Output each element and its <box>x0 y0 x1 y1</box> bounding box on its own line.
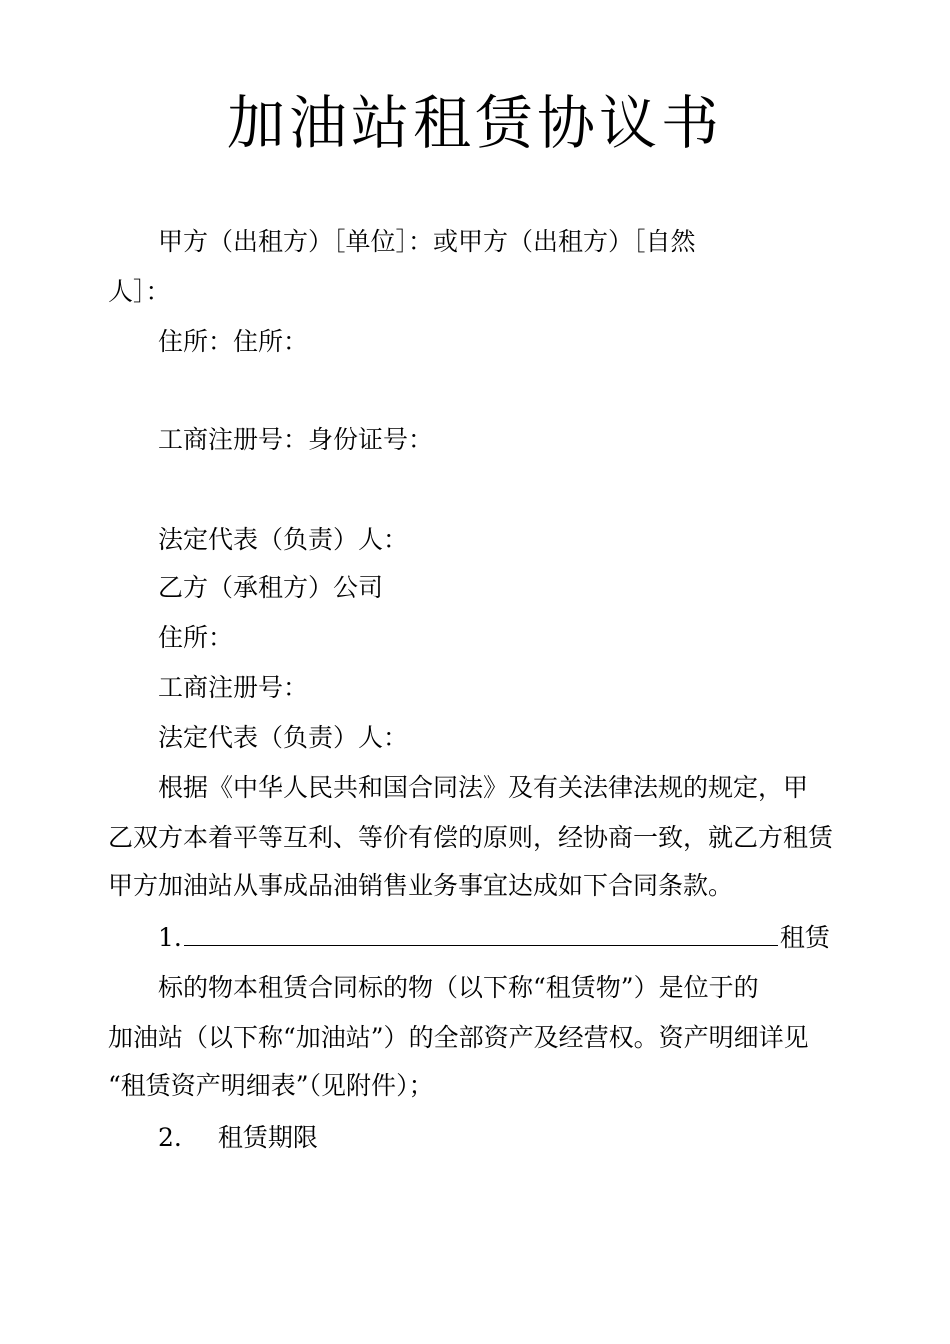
clause1-line3: 加油站（以下称“加油站”）的全部资产及经营权。资产明细详见 <box>108 1023 809 1052</box>
clause1-number: 1. <box>158 923 182 952</box>
preamble-line1: 根据《中华人民共和国合同法》及有关法律法规的规定，甲 <box>158 773 809 802</box>
party-a-address: 住所：住所： <box>158 327 309 356</box>
preamble-line3: 甲方加油站从事成品油销售业务事宜达成如下合同条款。 <box>108 871 734 900</box>
party-a-line1: 甲方（出租方）［单位］：或甲方（出租方）［自然 <box>158 227 696 256</box>
party-b-address: 住所： <box>158 623 234 652</box>
party-b-registration: 工商注册号： <box>158 673 309 702</box>
clause2-number: 2. <box>158 1123 182 1152</box>
clause1-line2: 标的物本租赁合同标的物（以下称“租赁物”）是位于的 <box>158 973 759 1002</box>
party-a-registration: 工商注册号：身份证号： <box>158 425 434 454</box>
clause2-heading-line <box>158 1120 918 1156</box>
document-title: 加油站租赁协议书 <box>226 89 723 157</box>
clause1-tail: 租赁 <box>779 923 830 952</box>
clause1-line4: “租赁资产明细表”（见附件）； <box>108 1071 434 1100</box>
clause2-heading: 租赁期限 <box>217 1123 318 1152</box>
preamble-line2: 乙双方本着平等互利、等价有偿的原则，经协商一致，就乙方租赁 <box>108 823 834 852</box>
party-b-name: 乙方（承租方）公司 <box>158 573 384 602</box>
clause1-line1 <box>158 920 918 956</box>
party-a-line2: 人］： <box>108 277 171 306</box>
party-a-legal-rep: 法定代表（负责）人： <box>158 525 409 554</box>
party-b-legal-rep: 法定代表（负责）人： <box>158 723 409 752</box>
fill-in-blank <box>184 921 778 946</box>
